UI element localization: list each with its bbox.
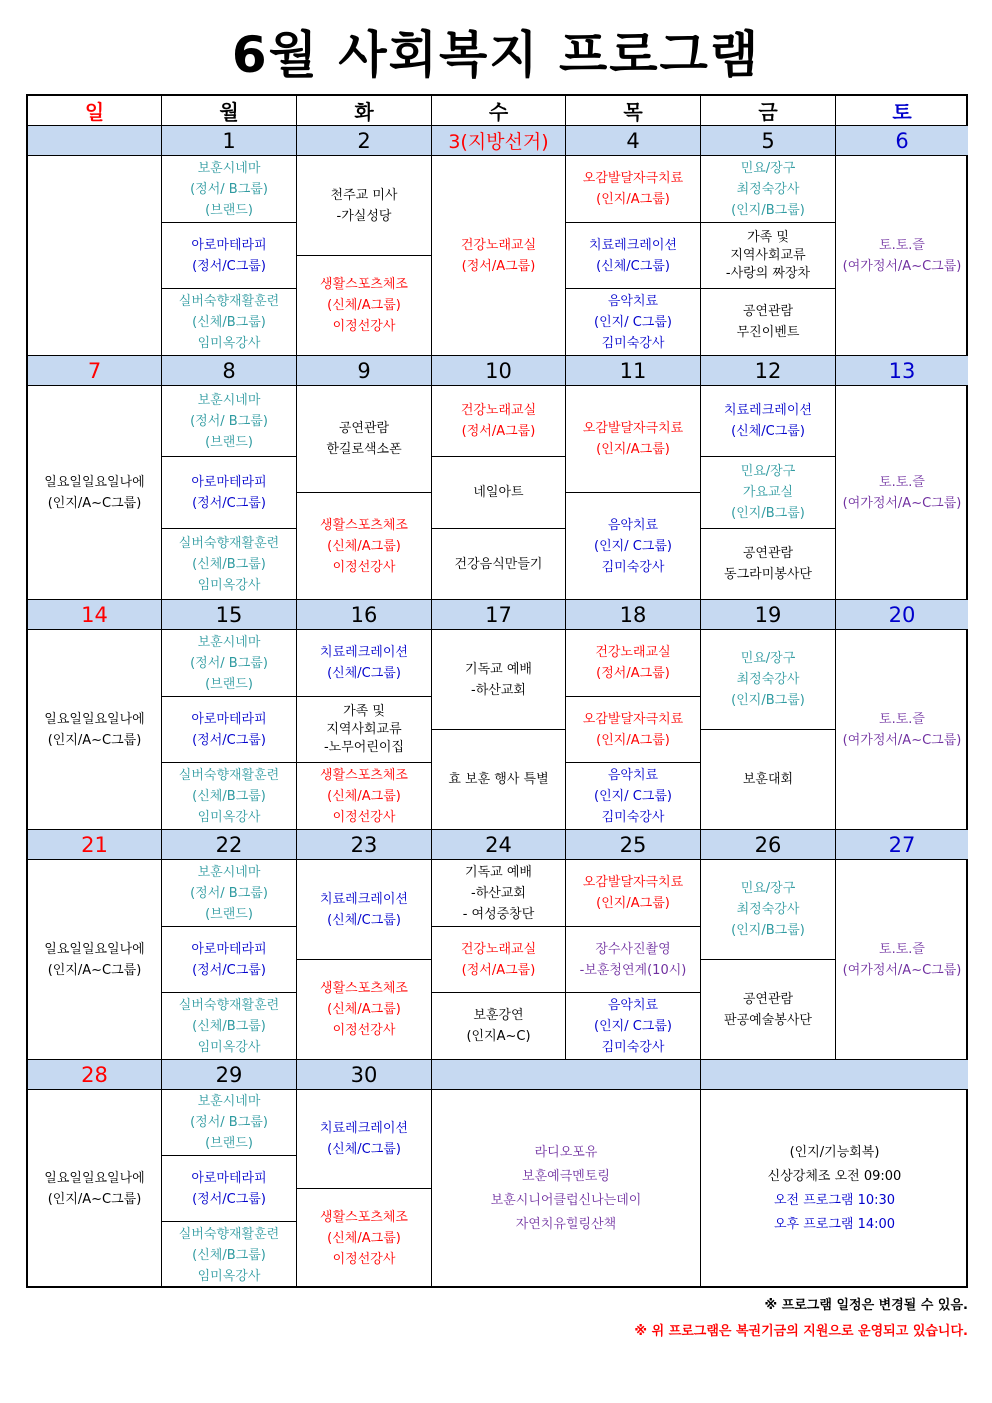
program-cell: 공연관람 동그라미봉사단 — [701, 529, 836, 600]
program-cell: 음악치료 (인지/ C그룹) 김미숙강사 — [566, 993, 701, 1060]
program-cell: 네일아트 — [432, 457, 566, 529]
weekday-sat: 토 — [836, 96, 968, 126]
program-cell: 가족 및 지역사회교류 -노무어린이집 — [297, 697, 432, 763]
program-cell: 실버숙향재활훈련 (신체/B그룹) 임미옥강사 — [162, 993, 297, 1060]
date-cell: 8 — [162, 356, 297, 386]
program-cell: 보훈대회 — [701, 730, 836, 830]
calendar-grid — [26, 94, 968, 1288]
date-cell: 20 — [836, 600, 968, 630]
date-cell: 10 — [432, 356, 566, 386]
date-cell: 29 — [162, 1060, 297, 1090]
program-cell: 아로마테라피 (정서/C그룹) — [162, 223, 297, 289]
program-cell: 실버숙향재활훈련 (신체/B그룹) 임미옥강사 — [162, 763, 297, 830]
program-cell: 아로마테라피 (정서/C그룹) — [162, 927, 297, 993]
program-cell: 생활스포츠체조 (신체/A그룹) 이정선강사 — [297, 960, 432, 1060]
weekday-mon: 월 — [162, 96, 297, 126]
date-cell: 19 — [701, 600, 836, 630]
date-cell: 12 — [701, 356, 836, 386]
date-cell: 14 — [28, 600, 162, 630]
program-cell: 생활스포츠체조 (신체/A그룹) 이정선강사 — [297, 256, 432, 356]
program-cell: 건강노래교실 (정서/A그룹) — [432, 386, 566, 457]
program-cell: 오감발달자극치료 (인지/A그룹) — [566, 386, 701, 493]
summary-line: 오전 프로그램 10:30 — [773, 1193, 896, 1208]
program-cell: 토.토.즐 (여가정서/A~C그룹) — [836, 386, 968, 600]
program-cell: 오감발달자극치료 (인지/A그룹) — [566, 697, 701, 763]
schedule-change-note: ※ 프로그램 일정은 변경될 수 있음. — [764, 1298, 968, 1313]
program-cell: 아로마테라피 (정서/C그룹) — [162, 697, 297, 763]
program-cell: 음악치료 (인지/ C그룹) 김미숙강사 — [566, 289, 701, 356]
program-cell: 실버숙향재활훈련 (신체/B그룹) 임미옥강사 — [162, 1222, 297, 1288]
program-cell: 효 보훈 행사 특별 — [432, 730, 566, 830]
date-cell: 13 — [836, 356, 968, 386]
program-cell: 가족 및 지역사회교류 -사랑의 짜장차 — [701, 223, 836, 289]
program-cell: 민요/장구 가요교실 (인지/B그룹) — [701, 457, 836, 529]
date-cell — [28, 126, 162, 156]
program-cell: 일요일일요일나에 (인지/A~C그룹) — [28, 1090, 162, 1288]
program-cell: 보훈시네마 (정서/ B그룹) (브랜드) — [162, 1090, 297, 1156]
weekday-wed: 수 — [432, 96, 566, 126]
program-cell: 보훈강연 (인지A~C) — [432, 993, 566, 1060]
program-cell: 일요일일요일나에 (인지/A~C그룹) — [28, 386, 162, 600]
program-cell: 민요/장구 최정숙강사 (인지/B그룹) — [701, 630, 836, 730]
program-cell: 토.토.즐 (여가정서/A~C그룹) — [836, 860, 968, 1060]
date-cell: 15 — [162, 600, 297, 630]
program-cell: 기독교 예배 -하산교회 - 여성중창단 — [432, 860, 566, 927]
program-cell: 공연관람 판공예술봉사단 — [701, 960, 836, 1060]
date-cell: 27 — [836, 830, 968, 860]
summary-line: (인지/기능회복) — [789, 1145, 880, 1160]
program-cell: 공연관람 무진이벤트 — [701, 289, 836, 356]
date-cell — [701, 1060, 968, 1090]
program-cell: 치료레크레이션 (신체/C그룹) — [297, 630, 432, 697]
date-cell: 24 — [432, 830, 566, 860]
date-cell: 25 — [566, 830, 701, 860]
program-cell: 보훈시네마 (정서/ B그룹) (브랜드) — [162, 386, 297, 457]
program-cell: 생활스포츠체조 (신체/A그룹) 이정선강사 — [297, 763, 432, 830]
weekday-fri: 금 — [701, 96, 836, 126]
program-cell: 실버숙향재활훈련 (신체/B그룹) 임미옥강사 — [162, 289, 297, 356]
program-cell: 기독교 예배 -하산교회 — [432, 630, 566, 730]
program-cell: 민요/장구 최정숙강사 (인지/B그룹) — [701, 156, 836, 223]
program-cell: 음악치료 (인지/ C그룹) 김미숙강사 — [566, 763, 701, 830]
date-cell: 6 — [836, 126, 968, 156]
program-cell: 오감발달자극치료 (인지/A그룹) — [566, 860, 701, 927]
program-cell: 장수사진촬영 -보훈청연계(10시) — [566, 927, 701, 993]
program-cell: 치료레크레이션 (신체/C그룹) — [297, 860, 432, 960]
program-cell: 토.토.즐 (여가정서/A~C그룹) — [836, 156, 968, 356]
program-cell: 건강노래교실 (정서/A그룹) — [566, 630, 701, 697]
date-cell: 26 — [701, 830, 836, 860]
date-cell: 18 — [566, 600, 701, 630]
date-cell: 1 — [162, 126, 297, 156]
program-cell: 보훈시네마 (정서/ B그룹) (브랜드) — [162, 860, 297, 927]
summary-line: 신상강체조 오전 09:00 — [767, 1169, 902, 1184]
program-cell: 건강노래교실 (정서/A그룹) — [432, 927, 566, 993]
date-cell — [432, 1060, 701, 1090]
program-cell: 생활스포츠체조 (신체/A그룹) 이정선강사 — [297, 1189, 432, 1288]
weekday-sun: 일 — [28, 96, 162, 126]
date-cell: 5 — [701, 126, 836, 156]
program-cell: 민요/장구 최정숙강사 (인지/B그룹) — [701, 860, 836, 960]
date-cell: 23 — [297, 830, 432, 860]
program-cell: 보훈시네마 (정서/ B그룹) (브랜드) — [162, 156, 297, 223]
date-cell: 3(지방선거) — [432, 126, 566, 156]
program-cell: 공연관람 한길로색소폰 — [297, 386, 432, 493]
date-cell: 4 — [566, 126, 701, 156]
date-cell: 17 — [432, 600, 566, 630]
program-cell: 보훈시네마 (정서/ B그룹) (브랜드) — [162, 630, 297, 697]
program-cell: 생활스포츠체조 (신체/A그룹) 이정선강사 — [297, 493, 432, 600]
program-cell: 토.토.즐 (여가정서/A~C그룹) — [836, 630, 968, 830]
program-cell: 아로마테라피 (정서/C그룹) — [162, 457, 297, 529]
weekday-tue: 화 — [297, 96, 432, 126]
program-cell-empty — [28, 156, 162, 356]
date-cell: 2 — [297, 126, 432, 156]
program-cell: 음악치료 (인지/ C그룹) 김미숙강사 — [566, 493, 701, 600]
program-cell: 라디오포유 보훈예극멘토링 보훈시니어클럽신나는데이 자연치유힐링산책 — [432, 1090, 701, 1288]
date-cell: 30 — [297, 1060, 432, 1090]
program-cell: 아로마테라피 (정서/C그룹) — [162, 1156, 297, 1222]
date-cell: 7 — [28, 356, 162, 386]
program-cell: 오감발달자극치료 (인지/A그룹) — [566, 156, 701, 223]
date-cell: 9 — [297, 356, 432, 386]
program-cell: 건강음식만들기 — [432, 529, 566, 600]
program-cell: 천주교 미사 -가실성당 — [297, 156, 432, 256]
funding-note: ※ 위 프로그램은 복권기금의 지원으로 운영되고 있습니다. — [634, 1324, 968, 1339]
date-cell: 21 — [28, 830, 162, 860]
weekday-thu: 목 — [566, 96, 701, 126]
program-cell: 일요일일요일나에 (인지/A~C그룹) — [28, 860, 162, 1060]
program-cell: 건강노래교실 (정서/A그룹) — [432, 156, 566, 356]
date-cell: 22 — [162, 830, 297, 860]
program-cell: 일요일일요일나에 (인지/A~C그룹) — [28, 630, 162, 830]
page-title: 6월 사회복지 프로그램 — [231, 26, 761, 84]
program-summary-cell — [701, 1090, 968, 1288]
date-cell: 11 — [566, 356, 701, 386]
program-cell: 치료레크레이션 (신체/C그룹) — [297, 1090, 432, 1189]
program-cell: 치료레크레이션 (신체/C그룹) — [701, 386, 836, 457]
program-cell: 실버숙향재활훈련 (신체/B그룹) 임미옥강사 — [162, 529, 297, 600]
summary-line: 오후 프로그램 14:00 — [773, 1217, 896, 1232]
date-cell: 28 — [28, 1060, 162, 1090]
program-cell: 치료레크레이션 (신체/C그룹) — [566, 223, 701, 289]
date-cell: 16 — [297, 600, 432, 630]
